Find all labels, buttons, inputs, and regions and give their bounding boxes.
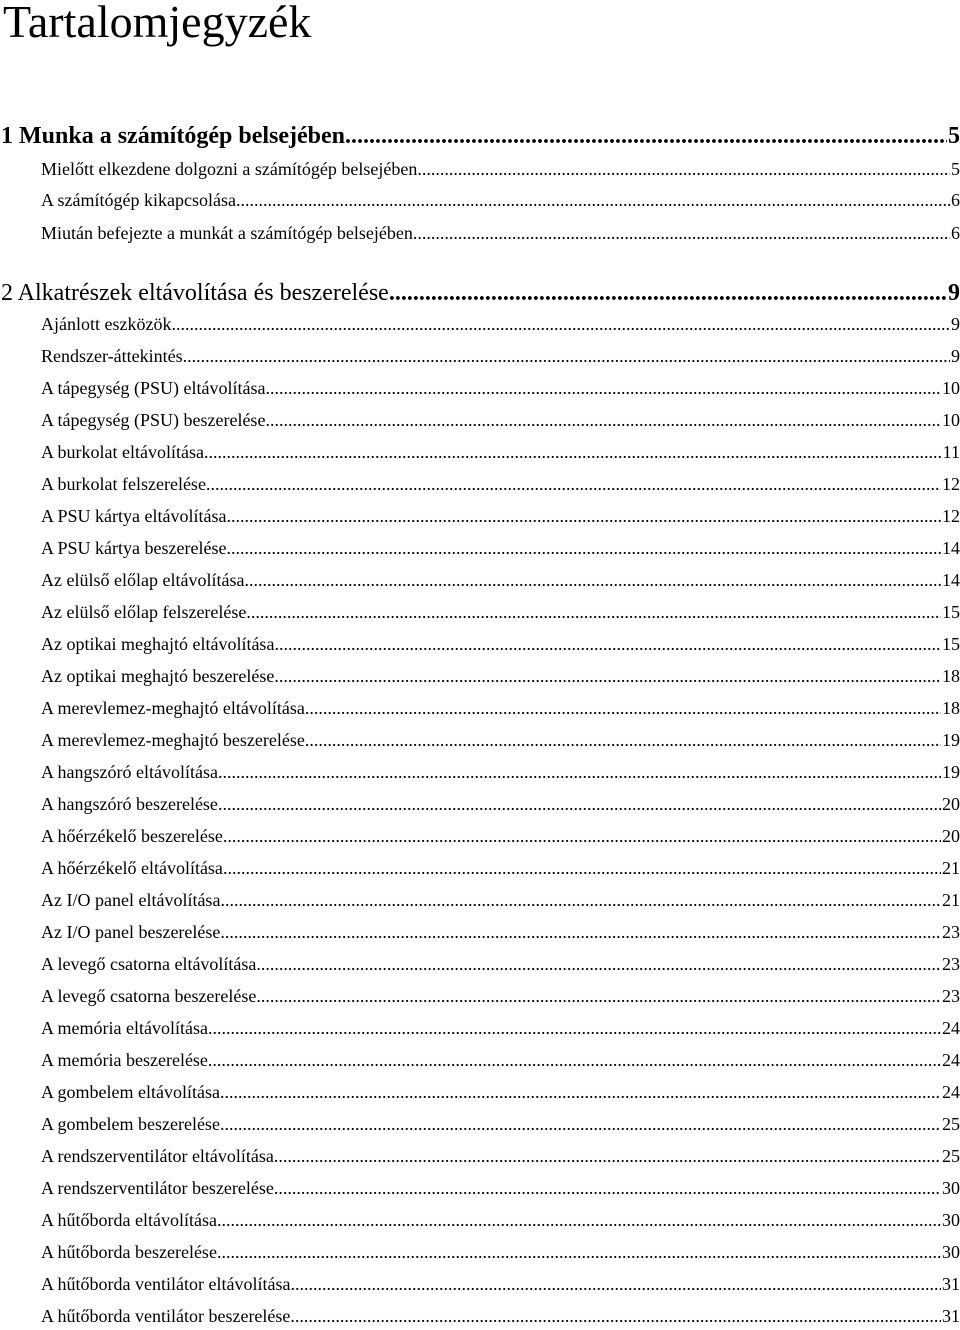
toc-section-entry[interactable] — [41, 221, 960, 245]
page-title: Tartalomjegyzék — [3, 0, 312, 47]
toc-page-number: 9 — [951, 346, 960, 366]
toc-section-entry[interactable] — [41, 760, 960, 784]
toc-section-entry[interactable] — [41, 344, 960, 368]
toc-entry-label: A hangszóró eltávolítása — [41, 762, 218, 782]
toc-entry-label: A levegő csatorna beszerelése — [41, 986, 257, 1006]
toc-page-number: 5 — [951, 159, 960, 179]
toc-section-entry[interactable] — [41, 1208, 960, 1232]
toc-section-entry[interactable] — [41, 952, 960, 976]
toc-entry-label: A PSU kártya beszerelése — [41, 538, 227, 558]
toc-entry-label: A hűtőborda eltávolítása — [41, 1210, 217, 1230]
toc-leader-dots — [223, 856, 941, 880]
toc-leader-dots — [290, 1304, 941, 1328]
toc-leader-dots — [274, 1144, 941, 1168]
toc-section-entry[interactable] — [41, 1080, 960, 1104]
toc-leader-dots — [274, 664, 941, 688]
toc-leader-dots — [246, 600, 941, 624]
toc-page-number: 31 — [942, 1274, 960, 1294]
toc-entry-label: A gombelem beszerelése — [41, 1114, 220, 1134]
toc-section-entry[interactable] — [41, 920, 960, 944]
toc-leader-dots — [183, 344, 950, 368]
toc-entry-label: A levegő csatorna eltávolítása — [41, 954, 257, 974]
toc-page-number: 9 — [948, 280, 960, 306]
toc-leader-dots — [274, 632, 941, 656]
toc-entry-label: A rendszerventilátor beszerelése — [41, 1178, 274, 1198]
toc-section-entry[interactable] — [41, 188, 960, 212]
toc-leader-dots — [226, 536, 941, 560]
toc-entry-label: A gombelem eltávolítása — [41, 1082, 220, 1102]
toc-leader-dots — [417, 157, 950, 181]
toc-section-entry[interactable] — [41, 888, 960, 912]
toc-entry-label: A memória beszerelése — [41, 1050, 208, 1070]
toc-page-number: 23 — [942, 954, 960, 974]
toc-section-entry[interactable] — [41, 696, 960, 720]
toc-page-number: 11 — [942, 442, 960, 462]
toc-section-entry[interactable] — [41, 664, 960, 688]
toc-leader-dots — [305, 728, 941, 752]
toc-entry-label: A merevlemez-meghajtó beszerelése — [41, 730, 305, 750]
toc-page-number: 12 — [942, 474, 960, 494]
toc-leader-dots — [226, 504, 941, 528]
toc-page-number: 15 — [942, 634, 960, 654]
toc-page-number: 21 — [942, 858, 960, 878]
toc-leader-dots — [217, 1240, 941, 1264]
toc-entry-label: A memória eltávolítása — [41, 1018, 208, 1038]
toc-section-entry[interactable] — [41, 440, 960, 464]
toc-page-number: 30 — [942, 1210, 960, 1230]
toc-leader-dots — [389, 278, 947, 308]
toc-section-entry[interactable] — [41, 1272, 960, 1296]
toc-entry-label: Ajánlott eszközök — [41, 314, 172, 334]
toc-leader-dots — [345, 121, 947, 151]
toc-section-entry[interactable] — [41, 408, 960, 432]
toc-leader-dots — [274, 1176, 941, 1200]
toc-section-entry[interactable] — [41, 1304, 960, 1328]
toc-section-entry[interactable] — [41, 1240, 960, 1264]
toc-leader-dots — [218, 760, 941, 784]
toc-page-number: 19 — [942, 762, 960, 782]
toc-page-number: 25 — [942, 1146, 960, 1166]
toc-page-number: 15 — [942, 602, 960, 622]
toc-page-number: 5 — [948, 123, 960, 149]
toc-section-entry[interactable] — [41, 568, 960, 592]
toc-page-number: 20 — [942, 794, 960, 814]
toc-page-number: 19 — [942, 730, 960, 750]
toc-entry-label: 2 Alkatrészek eltávolítása és beszerelése — [1, 280, 389, 306]
toc-leader-dots — [265, 408, 941, 432]
toc-entry-label: Az optikai meghajtó eltávolítása — [41, 634, 275, 654]
toc-page-number: 12 — [942, 506, 960, 526]
toc-section-entry[interactable] — [41, 728, 960, 752]
toc-entry-label: A burkolat eltávolítása — [41, 442, 204, 462]
toc-section-entry[interactable] — [41, 856, 960, 880]
toc-leader-dots — [413, 221, 950, 245]
toc-section-entry[interactable] — [41, 792, 960, 816]
toc-entry-label: A burkolat felszerelése — [41, 474, 206, 494]
toc-page-number: 20 — [942, 826, 960, 846]
toc-entry-label: Az elülső előlap eltávolítása — [41, 570, 245, 590]
toc-section-entry[interactable] — [41, 1144, 960, 1168]
toc-section-entry[interactable] — [41, 1176, 960, 1200]
toc-entry-label: A merevlemez-meghajtó eltávolítása — [41, 698, 305, 718]
toc-section-entry[interactable] — [41, 536, 960, 560]
toc-leader-dots — [217, 1208, 941, 1232]
toc-page-number: 21 — [942, 890, 960, 910]
toc-section-entry[interactable] — [41, 1112, 960, 1136]
toc-entry-label: A PSU kártya eltávolítása — [41, 506, 227, 526]
toc-leader-dots — [244, 568, 941, 592]
toc-leader-dots — [204, 440, 942, 464]
toc-chapter-entry[interactable] — [1, 278, 960, 308]
toc-leader-dots — [220, 1080, 941, 1104]
toc-section-entry[interactable] — [41, 504, 960, 528]
toc-leader-dots — [290, 1272, 941, 1296]
toc-page-number: 18 — [942, 698, 960, 718]
toc-entry-label: Miután befejezte a munkát a számítógép belsejében — [41, 223, 413, 243]
toc-leader-dots — [220, 920, 941, 944]
toc-entry-label: A hőérzékelő eltávolítása — [41, 858, 223, 878]
toc-page-number: 10 — [942, 410, 960, 430]
toc-entry-label: A számítógép kikapcsolása — [41, 190, 236, 210]
toc-leader-dots — [220, 1112, 941, 1136]
toc-page-number: 18 — [942, 666, 960, 686]
toc-entry-label: A hűtőborda ventilátor eltávolítása — [41, 1274, 291, 1294]
toc-leader-dots — [218, 792, 941, 816]
toc-page-number: 24 — [942, 1018, 960, 1038]
toc-section-entry[interactable] — [41, 824, 960, 848]
toc-leader-dots — [236, 188, 950, 212]
toc-leader-dots — [256, 952, 941, 976]
toc-page-number: 6 — [951, 223, 960, 243]
toc-entry-label: Az I/O panel eltávolítása — [41, 890, 221, 910]
toc-leader-dots — [305, 696, 941, 720]
toc-leader-dots — [171, 312, 950, 336]
toc-entry-label: A tápegység (PSU) beszerelése — [41, 410, 266, 430]
toc-entry-label: A hűtőborda beszerelése — [41, 1242, 217, 1262]
toc-page-number: 24 — [942, 1082, 960, 1102]
toc-leader-dots — [206, 472, 941, 496]
toc-page-number: 9 — [951, 314, 960, 334]
toc-leader-dots — [208, 1048, 941, 1072]
toc-page-number: 24 — [942, 1050, 960, 1070]
toc-entry-label: A hőérzékelő beszerelése — [41, 826, 223, 846]
toc-leader-dots — [256, 984, 941, 1008]
toc-page-number: 14 — [942, 538, 960, 558]
toc-chapter-entry[interactable] — [1, 121, 960, 151]
toc-entry-label: Az elülső előlap felszerelése — [41, 602, 247, 622]
toc-leader-dots — [265, 376, 941, 400]
toc-leader-dots — [208, 1016, 941, 1040]
toc-entry-label: A hűtőborda ventilátor beszerelése — [41, 1306, 291, 1326]
toc-entry-label: Az I/O panel beszerelése — [41, 922, 221, 942]
toc-page-number: 23 — [942, 922, 960, 942]
toc-page-number: 30 — [942, 1242, 960, 1262]
toc-section-entry[interactable] — [41, 632, 960, 656]
toc-leader-dots — [223, 824, 941, 848]
toc-section-entry[interactable] — [41, 984, 960, 1008]
toc-page-number: 31 — [942, 1306, 960, 1326]
toc-entry-label: A rendszerventilátor eltávolítása — [41, 1146, 274, 1166]
toc-section-entry[interactable] — [41, 600, 960, 624]
toc-page-number: 23 — [942, 986, 960, 1006]
toc-page-number: 14 — [942, 570, 960, 590]
toc-section-entry[interactable] — [41, 472, 960, 496]
toc-section-entry[interactable] — [41, 157, 960, 181]
toc-page-number: 30 — [942, 1178, 960, 1198]
toc-entry-label: 1 Munka a számítógép belsejében — [1, 123, 345, 149]
toc-entry-label: A hangszóró beszerelése — [41, 794, 218, 814]
toc-entry-label: Mielőtt elkezdene dolgozni a számítógép belsejében — [41, 159, 418, 179]
toc-entry-label: A tápegység (PSU) eltávolítása — [41, 378, 266, 398]
toc-section-entry[interactable] — [41, 376, 960, 400]
toc-entry-label: Az optikai meghajtó beszerelése — [41, 666, 275, 686]
toc-page-number: 6 — [951, 190, 960, 210]
toc-page-number: 25 — [942, 1114, 960, 1134]
toc-section-entry[interactable] — [41, 1016, 960, 1040]
toc-section-entry[interactable] — [41, 312, 960, 336]
toc-section-entry[interactable] — [41, 1048, 960, 1072]
toc-page-number: 10 — [942, 378, 960, 398]
toc-leader-dots — [220, 888, 941, 912]
toc-entry-label: Rendszer-áttekintés — [41, 346, 183, 366]
